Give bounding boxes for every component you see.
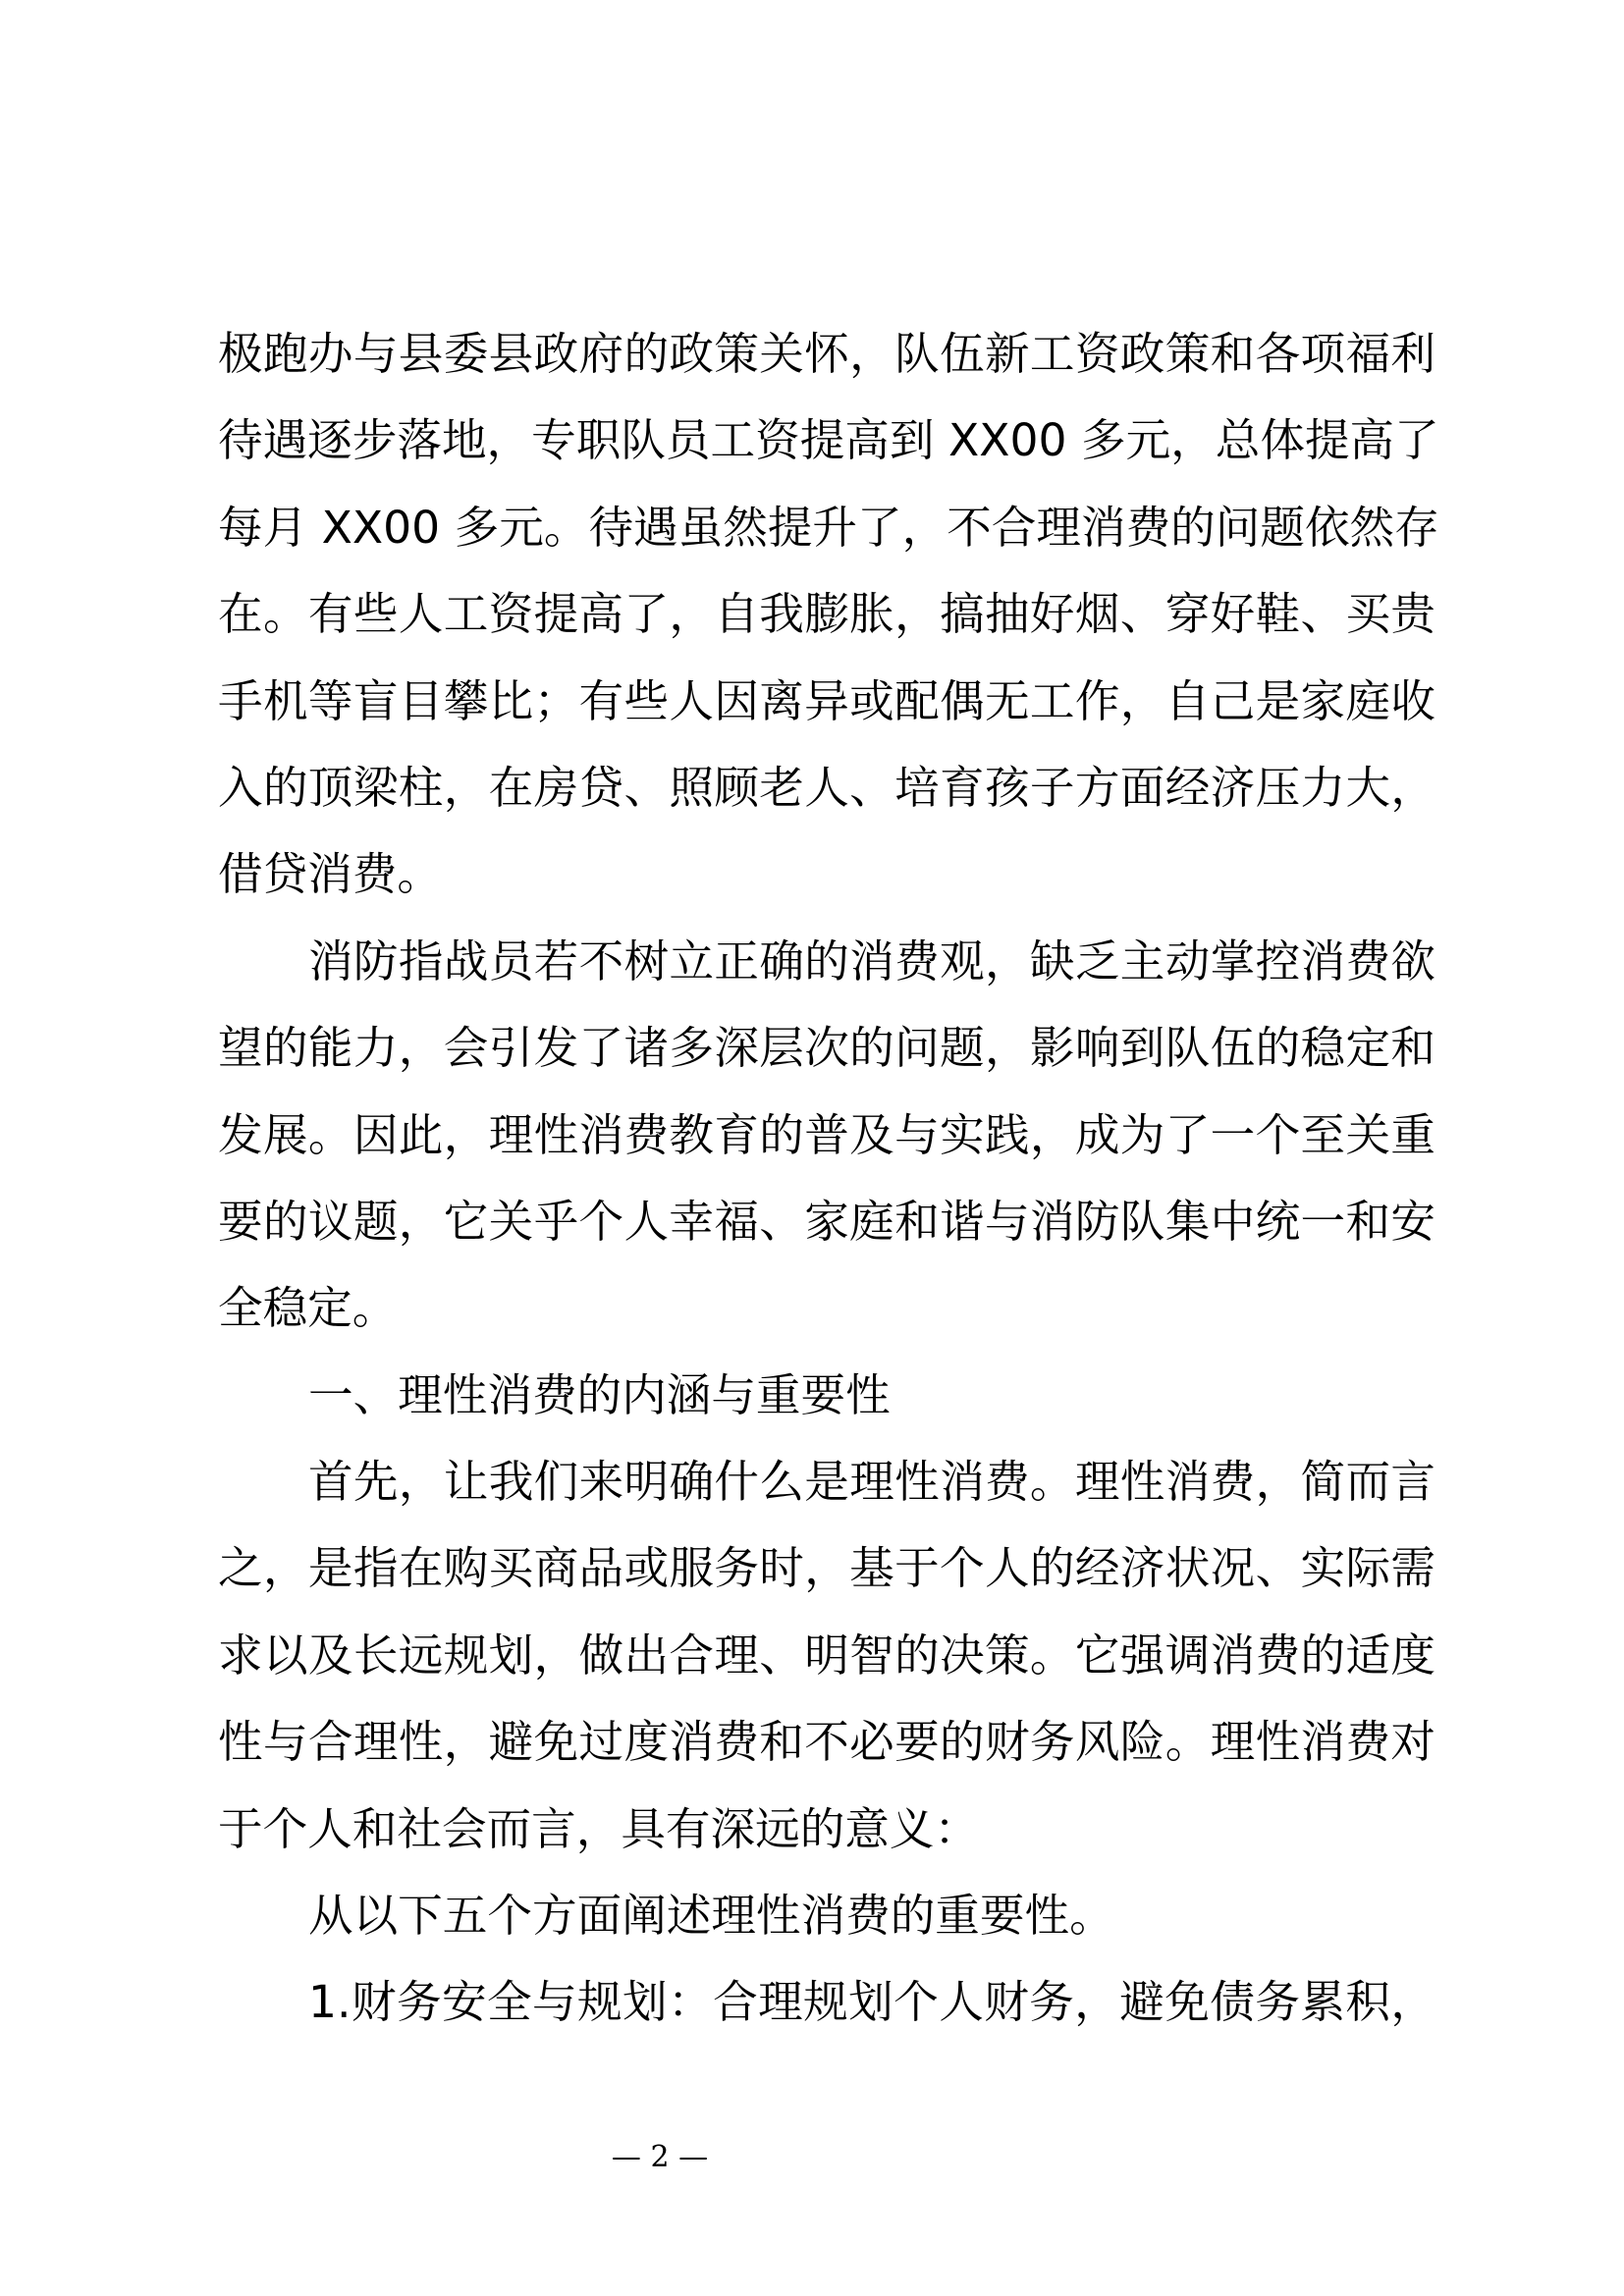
text-line: 入的顶梁柱，在房贷、照顾老人、培育孩子方面经济压力大， <box>218 761 1435 814</box>
text-line: 在。有些人工资提高了，自我膨胀，搞抽好烟、穿好鞋、买贵 <box>218 588 1435 641</box>
text-line: 极跑办与县委县政府的政策关怀，队伍新工资政策和各项福利 <box>218 328 1435 380</box>
text-line: 性与合理性，避免过度消费和不必要的财务风险。理性消费对 <box>218 1716 1435 1769</box>
text-line: 从以下五个方面阐述理性消费的重要性。 <box>308 1890 1114 1943</box>
text-line: 借贷消费。 <box>218 848 442 901</box>
text-line: 于个人和社会而言，具有深远的意义： <box>218 1802 980 1855</box>
text-line: 待遇逐步落地，专职队员工资提高到 XX00 多元，总体提高了 <box>218 414 1439 467</box>
paragraph <box>218 311 1439 919</box>
text-line: 要的议题，它关乎个人幸福、家庭和谐与消防队集中统一和安 <box>218 1195 1435 1248</box>
paragraph <box>218 919 1435 1353</box>
text-line: 之，是指在购买商品或服务时，基于个人的经济状况、实际需 <box>218 1542 1435 1595</box>
text-line: 一、理性消费的内涵与重要性 <box>308 1368 891 1421</box>
document-body <box>218 311 1439 2047</box>
text-line: 发展。因此，理性消费教育的普及与实践，成为了一个至关重 <box>218 1108 1435 1161</box>
text-line: 求以及长远规划，做出合理、明智的决策。它强调消费的适度 <box>218 1629 1435 1682</box>
paragraph <box>218 1353 1435 1439</box>
page-number: — 2 — <box>611 2140 709 2174</box>
paragraph <box>218 1959 1435 2046</box>
text-line: 手机等盲目攀比；有些人因离异或配偶无工作，自己是家庭收 <box>218 674 1435 727</box>
text-line: 1.财务安全与规划：合理规划个人财务，避免债务累积， <box>308 1976 1435 2029</box>
text-line: 首先，让我们来明确什么是理性消费。理性消费，简而言 <box>308 1456 1435 1509</box>
paragraph <box>218 1439 1435 1873</box>
text-line: 全稳定。 <box>218 1282 398 1335</box>
text-line: 每月 XX00 多元。待遇虽然提升了，不合理消费的问题依然存 <box>218 501 1439 554</box>
text-line: 消防指战员若不树立正确的消费观，缺乏主动掌控消费欲 <box>308 934 1435 988</box>
paragraph <box>218 1873 1435 1959</box>
text-line: 望的能力，会引发了诸多深层次的问题，影响到队伍的稳定和 <box>218 1022 1435 1075</box>
